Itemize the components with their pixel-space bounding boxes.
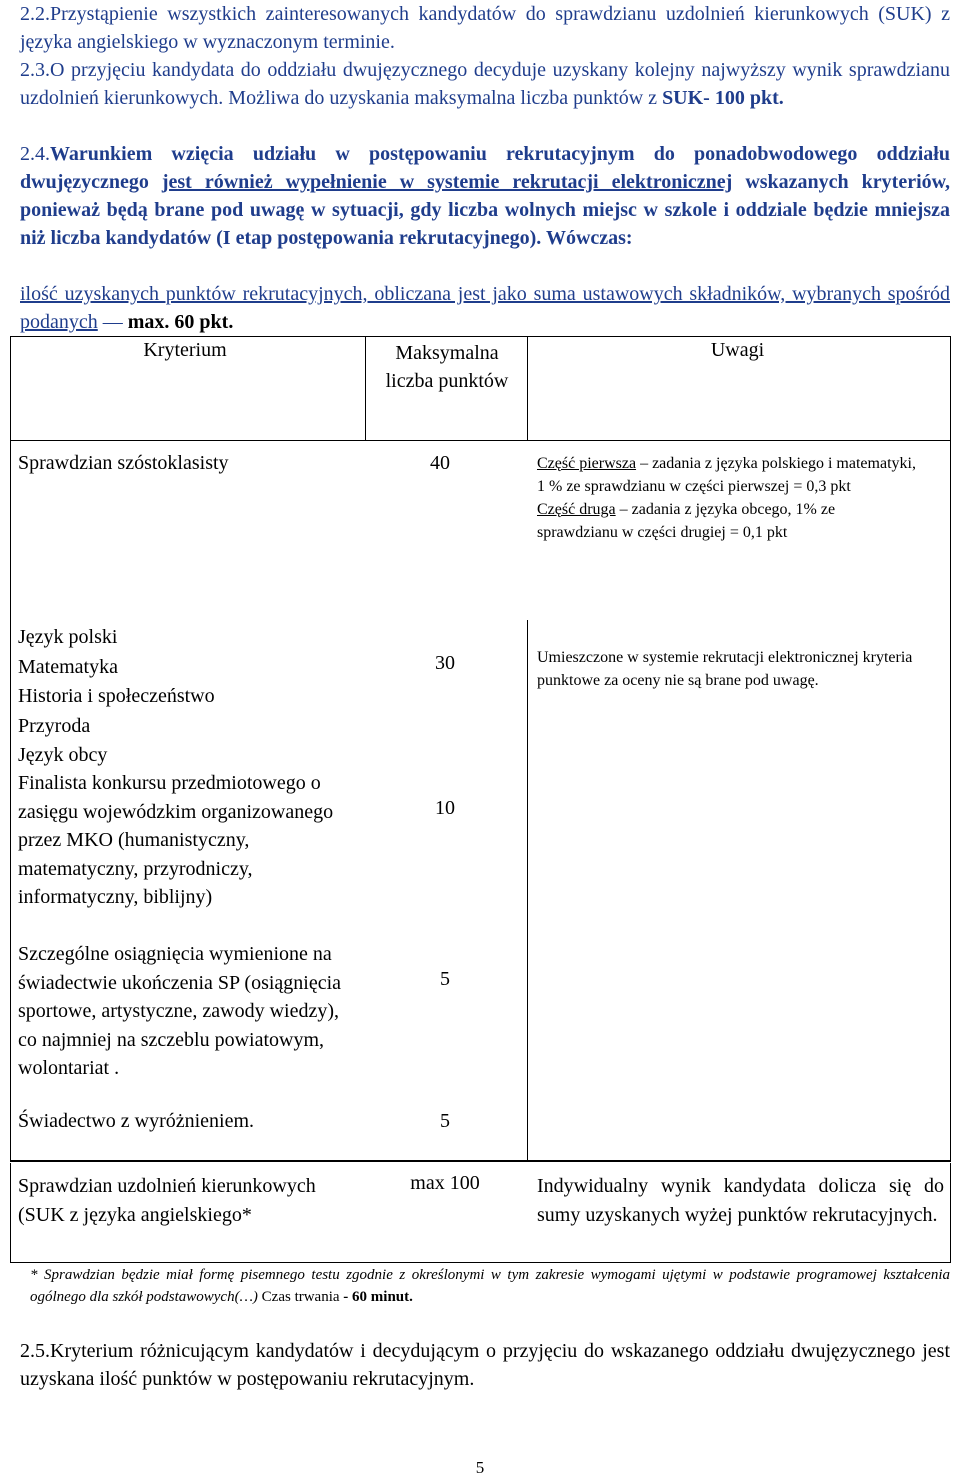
table-top-border: [10, 336, 951, 337]
points-suk: max 100: [410, 1172, 480, 1194]
criterion-sixth-grade-test: Sprawdzian szóstoklasisty: [18, 452, 229, 474]
header-criterion: Kryterium: [143, 339, 227, 361]
subject-polish: Język polski: [18, 626, 118, 648]
notes-column-border: [527, 620, 528, 1162]
subject-history: Historia i społeczeństwo: [18, 685, 215, 707]
criterion-special-achievements: Szczególne osiągnięcia wymienione na świadectwie ukończenia SP (osiągnięcia sportowe, artystyczne, zawody wiedzy), co najmniej na szczeblu powiatowym, wolontariat .: [18, 943, 342, 1079]
points-grades: 30: [435, 652, 455, 674]
table-header-divider: [10, 440, 951, 441]
note-sixth-grade-test: Część pierwsza – zadania z języka polskiego i matematyki, 1 % ze sprawdzianu w części pierwszej = 0,3 pkt Część druga – zadania z języka obcego, 1% ze sprawdzianu w części drugiej = 0,1 pkt: [537, 455, 916, 541]
footnote: * Sprawdzian będzie miał formę pisemnego testu zgodnie z określonymi w tym zakresie wymogami ujętymi w podstawie programowej kształcenia ogólnego dla szkół podstawowych(…) Czas trwania - 60 minut.: [30, 1267, 950, 1305]
table-right-border: [950, 336, 951, 1162]
criterion-competition-finalist: Finalista konkursu przedmiotowego o zasięgu wojewódzkim organizowanego przez MKO (humanistyczny, matematyczny, przyrodniczy, informatyczny, biblijny): [18, 772, 334, 908]
table-bottom-border: [10, 1262, 951, 1263]
suk-right-border: [950, 1163, 951, 1263]
note-grades: Umieszczone w systemie rekrutacji elektronicznej kryteria punktowe za oceny nie są brane pod uwagę.: [537, 649, 913, 689]
paragraph-2-4: 2.4.Warunkiem wzięcia udziału w postępowaniu rekrutacyjnym do ponadobwodowego oddziału dwujęzycznego jest również wypełnienie w systemie rekrutacji elektronicznej wskazanych kryteriów, ponieważ będą brane pod uwagę w sytuacji, gdy liczba wolnych miejsc w szkole i oddziale będzie mniejsza niż liczba kandydatów (I etap postępowania rekrutacyjnego). Wówczas:: [20, 143, 950, 249]
paragraph-2-2: 2.2.Przystąpienie wszystkich zainteresowanych kandydatów do sprawdzianu uzdolnień kierunkowych (SUK) z języka angielskiego w wyznaczonym terminie.: [20, 3, 950, 53]
points-special-achievements: 5: [440, 968, 450, 990]
note-suk: Indywidualny wynik kandydata dolicza się do sumy uzyskanych wyżej punktów rekrutacyjnych.: [537, 1175, 944, 1226]
subjects-list: [18, 623, 215, 771]
points-competition-finalist: 10: [435, 797, 455, 819]
subject-math: Matematyka: [18, 655, 118, 678]
table-section-divider: [10, 1160, 951, 1162]
criterion-suk: Sprawdzian uzdolnień kierunkowych (SUK z języka angielskiego*: [18, 1175, 316, 1226]
criterion-honors-certificate: Świadectwo z wyróżnieniem.: [18, 1110, 255, 1132]
header-notes: Uwagi: [710, 339, 765, 361]
paragraph-2-5: 2.5.Kryterium różnicującym kandydatów i decydującym o przyjęciu do wskazanego oddziału dwujęzycznego jest uzyskana ilość punktów w postępowaniu rekrutacyjnym.: [20, 1340, 950, 1390]
paragraph-2-3: 2.3.O przyjęciu kandydata do oddziału dwujęzycznego decyduje uzyskany kolejny najwyższy wynik sprawdzianu uzdolnień kierunkowych. Możliwa do uzyskania maksymalna liczba punktów z SUK- 100 pkt.: [20, 59, 950, 109]
subject-nature: Przyroda: [18, 714, 91, 737]
table-col-divider-1: [365, 336, 366, 441]
header-max-points: Maksymalna liczba punktów: [385, 342, 509, 392]
table-left-border: [10, 336, 11, 1162]
page-number: 5: [475, 1458, 485, 1477]
points-summary-line: ilość uzyskanych punktów rekrutacyjnych, obliczana jest jako suma ustawowych składników, wybranych spośród podanych — max. 60 pkt.: [20, 283, 950, 333]
points-honors-certificate: 5: [440, 1110, 450, 1132]
points-sixth-grade-test: 40: [430, 452, 450, 474]
suk-left-border: [10, 1163, 11, 1263]
subject-foreign-language: Język obcy: [18, 744, 108, 766]
table-col-divider-2: [527, 336, 528, 441]
